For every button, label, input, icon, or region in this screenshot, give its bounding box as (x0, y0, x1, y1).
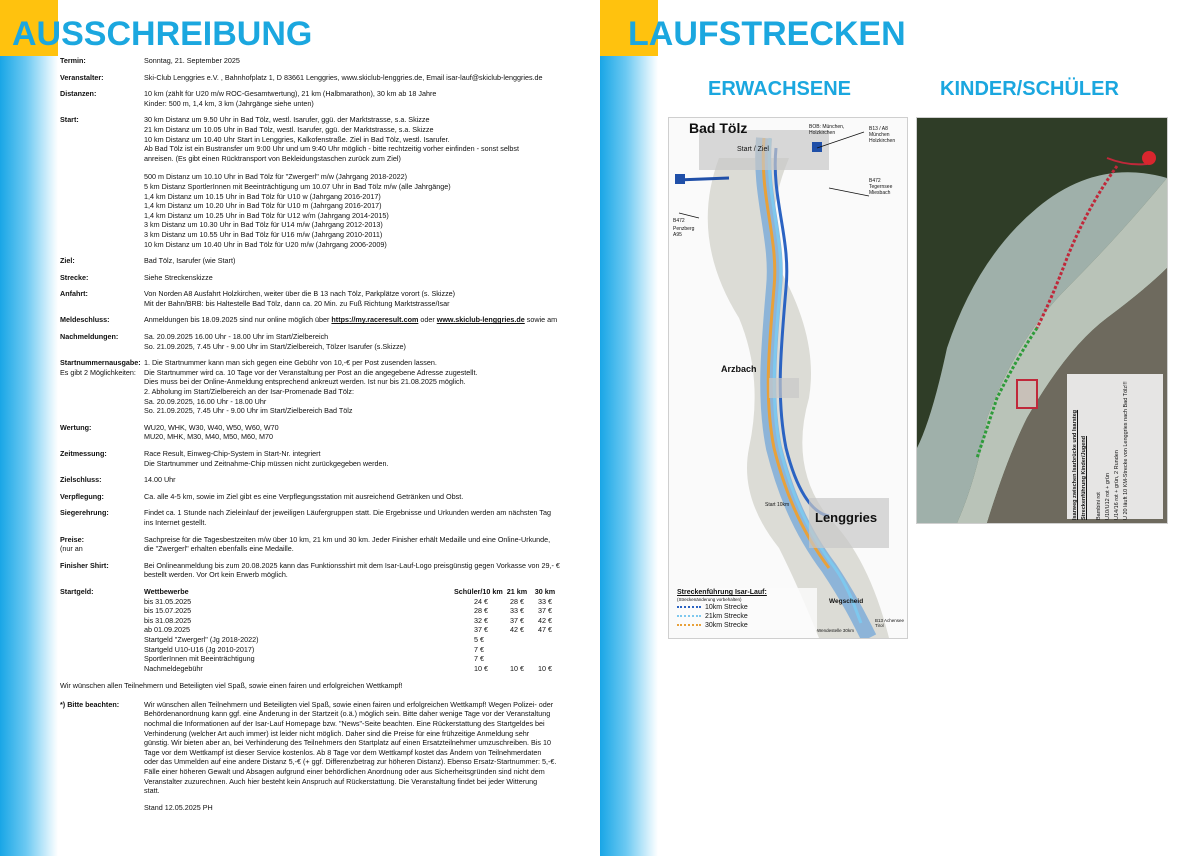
info-row (60, 256, 588, 266)
row-text: Die Startnummer und Zeitnahme-Chip müssen nicht zurückgegeben werden. (144, 458, 389, 468)
info-row (60, 115, 588, 249)
map-label-bob: BOB: München, Holzkirchen (809, 124, 845, 136)
fee-cell: 33 € (538, 596, 552, 606)
legend-30km: 30km Strecke (677, 621, 817, 630)
row-label: Ziel: (60, 256, 75, 266)
map-label-penzberg: Penzberg A95 (673, 226, 695, 238)
map-label-bad-toelz: Bad Tölz (689, 120, 748, 136)
kids-route-map (916, 117, 1168, 524)
row-label-sub: (nur an (60, 544, 83, 554)
map-label-b13-bottom: B13 Achensee Tirol (875, 618, 905, 628)
fee-cell: Startgeld U10-U16 (Jg 2010-2017) (144, 644, 255, 654)
row-text: Bei Onlineanmeldung bis zum 20.08.2025 kann das Funktionsshirt mit dem Isar-Lauf-Logo preisgünstig gegen Vorkasse von 29,- € (144, 560, 560, 570)
fee-cell: 10 € (510, 663, 524, 673)
info-row (60, 73, 588, 83)
note-text: Behördenanordnung kann ggf. eine Änderung in der Startzeit (o.ä.) möglich sein. Bitte daher wenige Tage vor der Veranstaltung (144, 709, 551, 719)
fee-cell: 42 € (538, 615, 552, 625)
fee-cell: Nachmeldegebühr (144, 663, 203, 673)
fee-cell: ab 01.09.2025 (144, 625, 190, 635)
fee-cell: 10 € (474, 663, 488, 673)
fee-cell: 24 € (474, 596, 488, 606)
row-label: Preise: (60, 534, 84, 544)
row-text: 1,4 km Distanz um 10.15 Uhr in Bad Tölz für U10 w (Jahrgang 2016-2017) (144, 191, 381, 201)
row-text: 1,4 km Distanz um 10.25 Uhr in Bad Tölz für U12 w/m (Jahrgang 2014-2015) (144, 210, 389, 220)
info-row (60, 535, 588, 554)
row-text: Sachpreise für die Tagesbestzeiten m/w über 10 km, 21 km und 30 km. Jeder Finisher erhält Medaille und eine Online-Urkunde, (144, 534, 551, 544)
fee-cell: bis 15.07.2025 (144, 606, 192, 616)
row-text: 10 km Distanz um 10.40 Uhr in Bad Tölz für U20 m/w (Jahrgang 2006-2009) (144, 239, 387, 249)
routes-page (600, 0, 1200, 856)
note-text: günstig. Wir bieten aber an, bei Verhinderung des Teilnehmers den Startplatz auf einen Ersatzteilnehmer umzuschreiben. Bis 10 (144, 738, 551, 748)
row-text: Sonntag, 21. September 2025 (144, 56, 240, 65)
row-text: Die Startnummer wird ca. 10 Tage vor der Veranstaltung per Post an die angegebene Adresse zugestellt. (144, 367, 478, 377)
row-label: Termin: (60, 56, 86, 65)
row-text: 10 km Distanz um 10.40 Uhr Start in Lenggries, Kalkofenstraße. Ziel in Bad Tölz, westl. Isarufer. (144, 134, 450, 144)
row-text: Sa. 20.09.2025, 16.00 Uhr - 18.00 Uhr (144, 396, 267, 406)
note-text: Veranstalter zuzurechnen. Auch hier besteht kein Anspruch auf Rückerstattung. Die Veranstaltung findet bei jeder Witterung (144, 776, 538, 786)
skiclub-link[interactable]: www.skiclub-lenggries.de (436, 315, 525, 325)
adult-route-map (668, 117, 908, 639)
adult-map-drawing (669, 118, 907, 638)
adult-heading: ERWACHSENE (708, 78, 851, 100)
legend-21km: 21km Strecke (677, 612, 817, 621)
row-text: anreisen. (Es gibt einen Rücktransport von Bekleidungstaschen zurück zum Ziel) (144, 153, 401, 163)
fee-cell (530, 635, 560, 645)
row-note: *) Bitte beachten: Wir wünschen allen Teilnehmern und Beteiligten viel Spaß, sowie einen fairen und erfolgreichen Wettkampf! Wegen Polizei- oder Behördenanordnung kann ggf. eine Änderung in der Startzeit (o.ä.) möglich sein. Bitte daher wenige Tage vor der Veranstaltung nochmal die Informationen auf der Isar-Lauf Homepage bzw. "News"-Seite beachten. Eine Rückerstattung des Startgeldes bei Verhinderung (welcher Art auch immer) ist leider nicht möglich. Daher sind die Preise für eine frühzeitige Anmeldung sehr günstig. Wir bieten aber an, bei Verhinderung des Teilnehmers den Startplatz auf einen Ersatzteilnehmer umzuschreiben. Bis 10 Tage vor dem Wettkampf ist dieser Service kostenlos. Ab 8 Tage vor dem Wettkampf kostet das Ändern von Teilnehmerdaten oder das Ummelden auf eine andere Distanz 5,-€ (+ ggf. Differenzbetrag zur höheren Distanz). Ebenso Ersatz-Startnummer: 5,-€. Fälle einer höheren Gewalt und Absagen aufgrund einer behördlichen Anordnung oder aus Sicherheitsgründen sind nicht dem Veranstalter zuzurechnen. Auch hier besteht kein Anspruch auf Rückerstattung. Die Veranstaltung findet bei jeder Witterung statt. (60, 700, 588, 796)
row-text: Dies muss bei der Online-Anmeldung entsprechend ankreuzt werden. Ist nur bis 21.08.2025 möglich. (144, 377, 466, 387)
info-row (60, 56, 588, 66)
fee-row (144, 616, 560, 626)
info-row (60, 332, 588, 351)
map-label-b472: B472 (673, 218, 685, 224)
fee-row (144, 606, 560, 616)
map-label-b13-top: B13 / A8 München Holzkirchen (869, 126, 896, 144)
row-label: Distanzen: (60, 89, 97, 99)
row-text: 3 km Distanz um 10.30 Uhr in Bad Tölz für U14 m/w (Jahrgang 2012-2013) (144, 220, 383, 230)
map-label-wendestelle: Wendestelle 30km (817, 628, 854, 633)
row-label: Verpflegung: (60, 491, 104, 501)
row-text: 5 km Distanz SportlerInnen mit Beeinträchtigung um 10.07 Uhr in Bad Tölz m/w (alle Jahrgänge) (144, 181, 451, 191)
row-startgeld: Startgeld: Wettbewerbe Schüler/10 km 21 km 30 km bis 31.05.2025 24 € 28 € 33 € bis 15.07.2025 28 € 33 € 37 € bis 31.08.2025 32 € 37 € 42 € ab 01.09.2025 37 € 42 € 47 € Startgeld "Zwergerl" (Jg 2018-2022) 5 € Startgeld U10-U16 (Jg 2010-2017) 7 € SportlerInnen mit Beeinträchtigung 7 € Nachmeldegebühr 10 € 10 € 10 € (60, 587, 588, 673)
fee-cell: Startgeld "Zwergerl" (Jg 2018-2022) (144, 634, 259, 644)
row-text: 30 km Distanz um 9.50 Uhr in Bad Tölz, westl. Isarufer, ggü. der Marktstrasse, s.a. Skizze (144, 115, 430, 125)
fee-row (144, 654, 560, 664)
fee-cell: 33 € (510, 606, 524, 616)
map-label-wegscheid: Wegscheid (829, 598, 864, 605)
info-row (60, 273, 588, 283)
map-label-start: Start / Ziel (737, 146, 769, 153)
info-row (60, 449, 588, 468)
fee-cell: 42 € (510, 625, 524, 635)
row-text: WU20, WHK, W30, W40, W50, W60, W70 (144, 422, 279, 432)
tender-content (60, 56, 588, 812)
map-label-lenggries: Lenggries (815, 510, 878, 525)
fee-cell (504, 654, 530, 664)
row-text: Kinder: 500 m, 1,4 km, 3 km (Jahrgänge siehe unten) (144, 98, 314, 108)
fee-row (144, 645, 560, 655)
row-text: 3 km Distanz um 10.55 Uhr in Bad Tölz für U16 m/w (Jahrgang 2010-2011) (144, 229, 383, 239)
row-meldeschluss: Meldeschluss: Anmeldungen bis 18.09.2025 sind nur online möglich über https://my.raceresult.com oder www.skiclub-lenggries.de sowie am (60, 315, 558, 325)
info-row (60, 89, 588, 108)
row-text: Findet ca. 1 Stunde nach Zieleinlauf der jeweiligen Läufergruppen statt. Die Ergebnisse und Urkunden werden am nächsten Tag (144, 508, 552, 518)
info-row (60, 423, 588, 442)
row-text: bestellt werden. Vor Ort kein Erwerb möglich. (144, 570, 288, 580)
fee-row (144, 635, 560, 645)
map-label-b472-tegernsee: B472 Tegernsee Miesbach (869, 178, 893, 196)
fee-cell: 7 € (474, 644, 484, 654)
info-row (60, 289, 588, 308)
row-label: Zeitmessung: (60, 449, 107, 458)
row-label: Anfahrt: (60, 289, 88, 299)
fee-table: Wettbewerbe Schüler/10 km 21 km 30 km bis 31.05.2025 24 € 28 € 33 € bis 15.07.2025 28 € 33 € 37 € bis 31.08.2025 32 € 37 € 42 € ab 01.09.2025 37 € 42 € 47 € Startgeld "Zwergerl" (Jg 2018-2022) 5 € Startgeld U10-U16 (Jg 2010-2017) 7 € SportlerInnen mit Beeinträchtigung 7 € Nachmeldegebühr 10 € 10 € 10 € (144, 587, 560, 673)
fee-cell: bis 31.05.2025 (144, 596, 192, 606)
row-label: Zielschluss: (60, 475, 102, 485)
info-row (60, 492, 588, 502)
row-label: Start: (60, 115, 79, 125)
fee-cell (530, 645, 560, 655)
page-title: AUSSCHREIBUNG (12, 15, 313, 53)
fee-cell: 37 € (474, 625, 488, 635)
fee-cell: 5 € (474, 634, 484, 644)
row-text: 1. Die Startnummer kann man sich gegen eine Gebühr von 10,-€ per Post zusenden lassen. (144, 358, 437, 368)
row-text: Ski-Club Lenggries e.V. , Bahnhofplatz 1, D 83661 Lenggries, www.skiclub-lenggries.de, Email isar-lauf@skiclub-lenggries.de (144, 72, 543, 82)
kids-heading: KINDER/SCHÜLER (940, 78, 1119, 100)
fee-cell: 28 € (474, 606, 488, 616)
fee-cell: SportlerInnen mit Beeinträchtigung (144, 654, 255, 664)
row-text: Bad Tölz, Isarufer (wie Start) (144, 256, 236, 266)
row-text: So. 21.09.2025, 7.45 Uhr - 9.00 Uhr im Start/Zielbereich, Tölzer Isarufer (s.Skizze) (144, 341, 406, 351)
row-label: Nachmeldungen: (60, 332, 119, 342)
fee-cell: 7 € (474, 654, 484, 664)
note-text: nochmal die Informationen auf der Isar-Lauf Homepage bzw. "News"-Seite beachten. Eine Rückerstattung des Startgeldes bei (144, 719, 545, 729)
row-text: Von Norden A8 Ausfahrt Holzkirchen, weiter über die B 13 nach Tölz, Parkplätze vorort (s. Skizze) (144, 289, 456, 299)
page-title: LAUFSTRECKEN (628, 15, 906, 53)
note-text: Verhinderung (welcher Art auch immer) ist leider nicht möglich. Daher sind die Preise für eine frühzeitige Anmeldung sehr (144, 728, 530, 738)
note-text: oder das Ummelden auf eine andere Distanz 5,-€ (+ ggf. Differenzbetrag zur höheren Distanz). Ebenso Ersatz-Startnummer: 5,-€. (144, 757, 557, 767)
row-text: 10 km (zählt für U20 m/w ROC-Gesamtwertung), 21 km (Halbmarathon), 30 km ab 18 Jahre (144, 89, 437, 99)
map-label-start10: Start 10km (765, 502, 790, 508)
fee-row (144, 664, 560, 674)
stand-text: Stand 12.05.2025 PH (144, 802, 213, 812)
map-label-arzbach: Arzbach (721, 364, 757, 374)
note-text: statt. (144, 786, 160, 796)
raceresult-link[interactable]: https://my.raceresult.com (331, 315, 419, 325)
row-text: Siehe Streckenskizze (144, 272, 213, 282)
note-text: Tage vor dem Wettkampf ist dieser Service kostenlos. Ab 8 Tage vor dem Wettkampf kostet das Ändern von Teilnehmerdaten (144, 747, 542, 757)
info-row (60, 358, 588, 416)
row-label: Veranstalter: (60, 72, 104, 82)
fee-cell: 37 € (510, 615, 524, 625)
side-stripe (600, 0, 658, 856)
fee-cell: 32 € (474, 615, 488, 625)
fee-cell: 37 € (538, 606, 552, 616)
fee-cell (504, 645, 530, 655)
fee-row (144, 625, 560, 635)
row-text: Race Result, Einweg-Chip-System in Start-Nr. integriert (144, 449, 321, 458)
row-text: Mit der Bahn/BRB: bis Haltestelle Bad Tölz, dann ca. 20 Min. zu Fuß Richtung Marktstrasse/Isar (144, 298, 450, 308)
row-text: 500 m Distanz um 10.10 Uhr in Bad Tölz für "Zwergerl" m/w (Jahrgang 2018-2022) (144, 172, 408, 182)
adult-map-legend: Streckenführung Isar-Lauf: (Streckenänderung vorbehalten) 10km Strecke 21km Strecke 30km Strecke (677, 588, 817, 630)
row-text: 14.00 Uhr (144, 475, 176, 485)
row-text: Ca. alle 4-5 km, sowie im Ziel gibt es eine Verpflegungsstation mit ausreichend Getränken und Obst. (144, 491, 464, 501)
row-text: Sa. 20.09.2025 16.00 Uhr - 18.00 Uhr im Start/Zielbereich (144, 332, 329, 342)
row-text: ins Internet gestellt. (144, 517, 207, 527)
info-row (60, 475, 588, 485)
row-text: So. 21.09.2025, 7.45 Uhr - 9.00 Uhr im Start/Zielbereich Bad Tölz (144, 406, 353, 416)
row-text: MU20, MHK, M30, M40, M50, M60, M70 (144, 432, 274, 442)
fee-cell: bis 31.08.2025 (144, 615, 192, 625)
row-label: Wertung: (60, 422, 92, 432)
row-text: 1,4 km Distanz um 10.20 Uhr in Bad Tölz für U10 m (Jahrgang 2016-2017) (144, 201, 382, 211)
wish-text: Wir wünschen allen Teilnehmern und Beteiligten viel Spaß, sowie einen fairen und erfolgreichen Wettkampf! (60, 681, 403, 691)
row-text: 21 km Distanz um 10.05 Uhr in Bad Tölz, westl. Isarufer, ggü. der Marktstrasse, s.a. Skizze (144, 124, 434, 134)
row-text: 2. Abholung im Start/Zielbereich an der Isar-Promenade Bad Tölz: (144, 387, 355, 397)
row-label: Strecke: (60, 272, 89, 282)
info-row (60, 561, 588, 580)
row-label: Siegerehrung: (60, 508, 109, 518)
row-label-sub: Es gibt 2 Möglichkeiten: (60, 367, 136, 377)
side-stripe (0, 0, 58, 856)
fee-cell: 10 € (538, 663, 552, 673)
legend-10km: 10km Strecke (677, 603, 817, 612)
note-text: Wir wünschen allen Teilnehmern und Beteiligten viel Spaß, sowie einen fairen und erfolgreichen Wettkampf! Wegen Polizei- oder (144, 699, 554, 709)
info-row (60, 508, 588, 527)
fee-cell: 28 € (510, 596, 524, 606)
fee-cell (530, 654, 560, 664)
row-text: die "Zwergerl" erhalten ebenfalls eine Medaille. (144, 544, 294, 554)
note-text: Fälle einer höheren Gewalt und Absagen aufgrund einer behördlichen Anordnung oder aus Sicherheitsgründen sind nicht dem (144, 767, 545, 777)
kids-legend-rotated: Isarweg zwischen Isarbrücke und Isarsteg Streckenführung Kinder/Jugend Bambini rot U10/U12 rot + grün U14/16 rot + grün, 2 Runden U 20 läuft 10 KM-Strecke von Lenggries nach Bad Tölz!!! (1072, 381, 1129, 520)
row-label: Finisher Shirt: (60, 560, 109, 570)
fee-row (144, 597, 560, 607)
row-text: Ab Bad Tölz ist ein Bustransfer um 9:00 Uhr und um 9:40 Uhr möglich - bitte rechtzeitig vorher einfinden - sonst selbst (144, 144, 519, 154)
fee-cell (504, 635, 530, 645)
row-label: Startnummernausgabe: (60, 358, 141, 368)
fee-cell: 47 € (538, 625, 552, 635)
